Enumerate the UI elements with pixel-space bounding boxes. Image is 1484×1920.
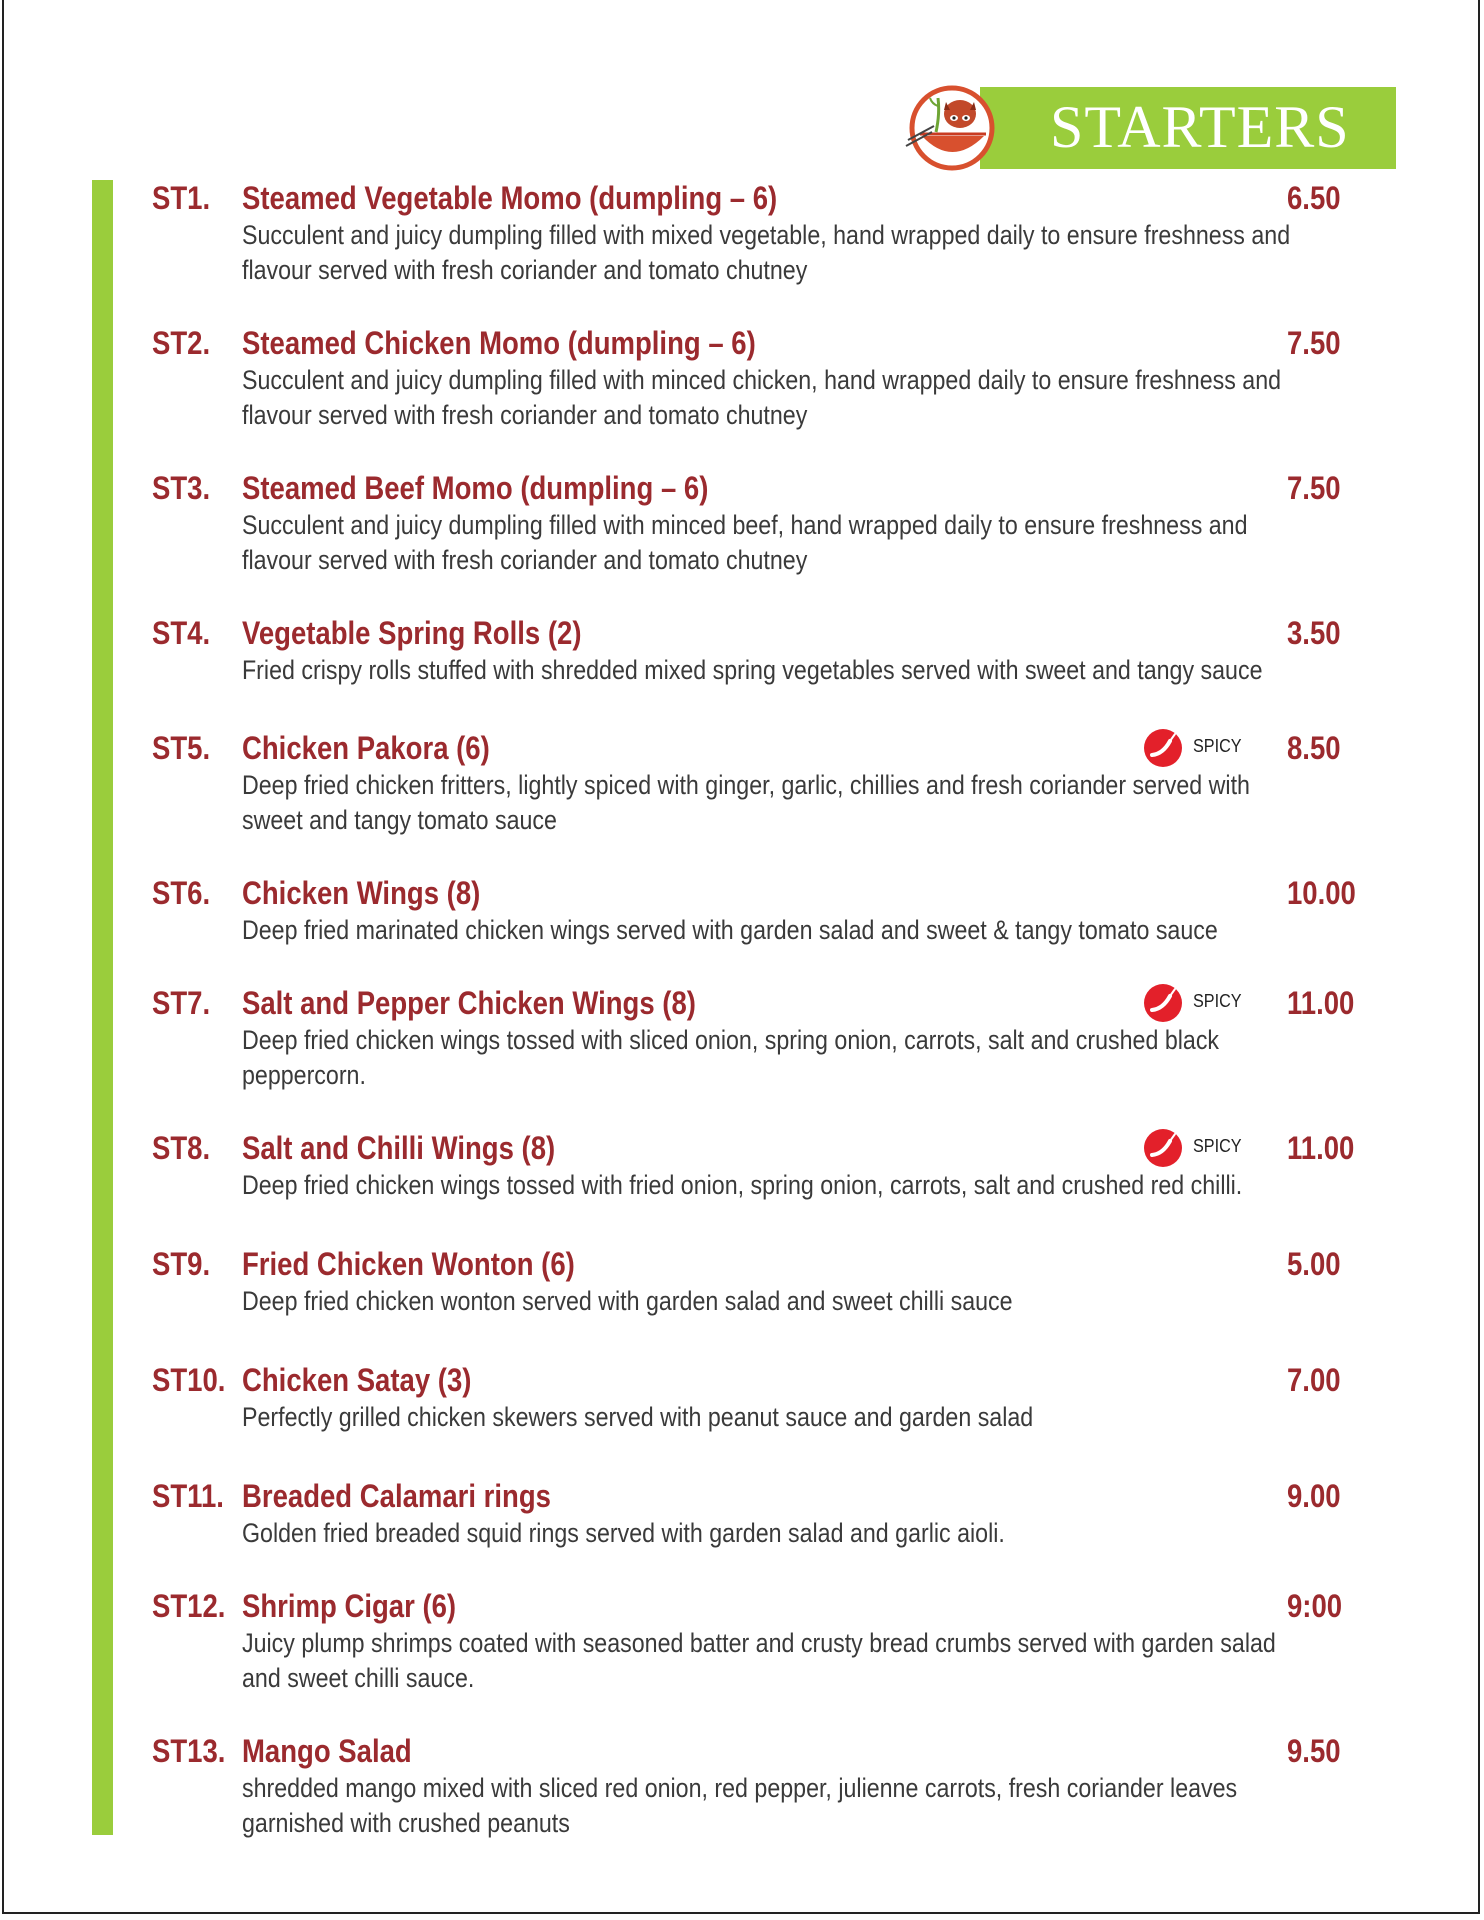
- description-line: shredded mango mixed with sliced red onion, red pepper, julienne carrots, fresh coriander leaves: [242, 1773, 1238, 1803]
- item-code: ST8.: [152, 1130, 211, 1166]
- accent-side-bar: [92, 180, 113, 1835]
- chilli-pepper-icon: [1143, 1128, 1183, 1168]
- item-description: [242, 1400, 1463, 1435]
- chilli-pepper-icon: [1143, 983, 1183, 1023]
- item-description: [242, 1516, 1463, 1551]
- chilli-pepper-icon: [1143, 728, 1183, 768]
- description-line: Succulent and juicy dumpling filled with minced beef, hand wrapped daily to ensure freshness and: [242, 510, 1248, 540]
- item-price: 7.50: [1287, 470, 1341, 506]
- item-price: 8.50: [1287, 730, 1341, 766]
- item-name: Steamed Vegetable Momo (dumpling – 6): [242, 180, 778, 216]
- item-description: [242, 768, 1463, 838]
- item-name: Shrimp Cigar (6): [242, 1588, 457, 1624]
- item-code: ST6.: [152, 875, 211, 911]
- description-line: sweet and tangy tomato sauce: [242, 805, 557, 835]
- item-price: 5.00: [1287, 1246, 1341, 1282]
- item-name: Salt and Pepper Chicken Wings (8): [242, 985, 696, 1021]
- item-price: 6.50: [1287, 180, 1341, 216]
- item-description: [242, 1626, 1463, 1696]
- item-name: Breaded Calamari rings: [242, 1478, 551, 1514]
- item-code: ST9.: [152, 1246, 211, 1282]
- section-header: [900, 87, 1396, 169]
- description-line: and sweet chilli sauce.: [242, 1663, 475, 1693]
- item-price: 7.50: [1287, 325, 1341, 361]
- description-line: Succulent and juicy dumpling filled with mixed vegetable, hand wrapped daily to ensure freshness and: [242, 220, 1291, 250]
- item-description: [242, 1023, 1463, 1093]
- item-description: [242, 913, 1463, 948]
- description-line: flavour served with fresh coriander and tomato chutney: [242, 400, 808, 430]
- item-code: ST1.: [152, 180, 211, 216]
- description-line: Succulent and juicy dumpling filled with minced chicken, hand wrapped daily to ensure freshness and: [242, 365, 1282, 395]
- item-price: 11.00: [1287, 1130, 1355, 1166]
- description-line: Deep fried marinated chicken wings served with garden salad and sweet & tangy tomato sauce: [242, 915, 1218, 945]
- item-code: ST2.: [152, 325, 211, 361]
- description-line: flavour served with fresh coriander and tomato chutney: [242, 255, 808, 285]
- description-line: Deep fried chicken wings tossed with sliced onion, spring onion, carrots, salt and crushed black: [242, 1025, 1220, 1055]
- item-price: 10.00: [1287, 875, 1356, 911]
- item-description: [242, 508, 1463, 578]
- item-price: 9.00: [1287, 1478, 1341, 1514]
- item-description: [242, 363, 1463, 433]
- item-price: 7.00: [1287, 1362, 1341, 1398]
- item-code: ST13.: [152, 1733, 226, 1769]
- item-name: Salt and Chilli Wings (8): [242, 1130, 556, 1166]
- item-name: Chicken Wings (8): [242, 875, 481, 911]
- spicy-badge: [1143, 726, 1253, 766]
- item-price: 3.50: [1287, 615, 1341, 651]
- item-code: ST12.: [152, 1588, 226, 1624]
- item-name: Vegetable Spring Rolls (2): [242, 615, 582, 651]
- spicy-badge: [1143, 981, 1253, 1021]
- item-code: ST7.: [152, 985, 211, 1021]
- description-line: Juicy plump shrimps coated with seasoned batter and crusty bread crumbs served with garden salad: [242, 1628, 1276, 1658]
- spicy-badge: [1143, 1126, 1253, 1166]
- description-line: Perfectly grilled chicken skewers served with peanut sauce and garden salad: [242, 1402, 1034, 1432]
- item-name: Steamed Chicken Momo (dumpling – 6): [242, 325, 756, 361]
- spicy-label: SPICY: [1193, 991, 1242, 1011]
- description-line: Deep fried chicken wings tossed with fried onion, spring onion, carrots, salt and crushed red chilli.: [242, 1170, 1243, 1200]
- item-name: Mango Salad: [242, 1733, 412, 1769]
- description-line: flavour served with fresh coriander and tomato chutney: [242, 545, 808, 575]
- red-panda-logo-icon: [900, 84, 1000, 172]
- item-name: Chicken Satay (3): [242, 1362, 472, 1398]
- item-price: 9:00: [1287, 1588, 1343, 1624]
- item-code: ST4.: [152, 615, 211, 651]
- description-line: Deep fried chicken fritters, lightly spiced with ginger, garlic, chillies and fresh coriander served with: [242, 770, 1250, 800]
- item-code: ST10.: [152, 1362, 226, 1398]
- item-name: Fried Chicken Wonton (6): [242, 1246, 575, 1282]
- item-price: 9.50: [1287, 1733, 1341, 1769]
- item-description: [242, 218, 1463, 288]
- description-line: garnished with crushed peanuts: [242, 1808, 570, 1838]
- item-code: ST5.: [152, 730, 211, 766]
- spicy-label: SPICY: [1193, 736, 1242, 756]
- item-description: [242, 1284, 1463, 1319]
- description-line: Golden fried breaded squid rings served with garden salad and garlic aioli.: [242, 1518, 1005, 1548]
- description-line: Fried crispy rolls stuffed with shredded mixed spring vegetables served with sweet and tangy sauce: [242, 655, 1263, 685]
- spicy-label: SPICY: [1193, 1136, 1242, 1156]
- section-title: STARTERS: [1050, 94, 1350, 160]
- item-price: 11.00: [1287, 985, 1355, 1021]
- item-description: [242, 1168, 1463, 1203]
- item-name: Steamed Beef Momo (dumpling – 6): [242, 470, 709, 506]
- item-description: [242, 653, 1463, 688]
- description-line: peppercorn.: [242, 1060, 366, 1090]
- item-code: ST11.: [152, 1478, 224, 1514]
- item-name: Chicken Pakora (6): [242, 730, 490, 766]
- description-line: Deep fried chicken wonton served with garden salad and sweet chilli sauce: [242, 1286, 1013, 1316]
- item-code: ST3.: [152, 470, 211, 506]
- item-description: [242, 1771, 1463, 1841]
